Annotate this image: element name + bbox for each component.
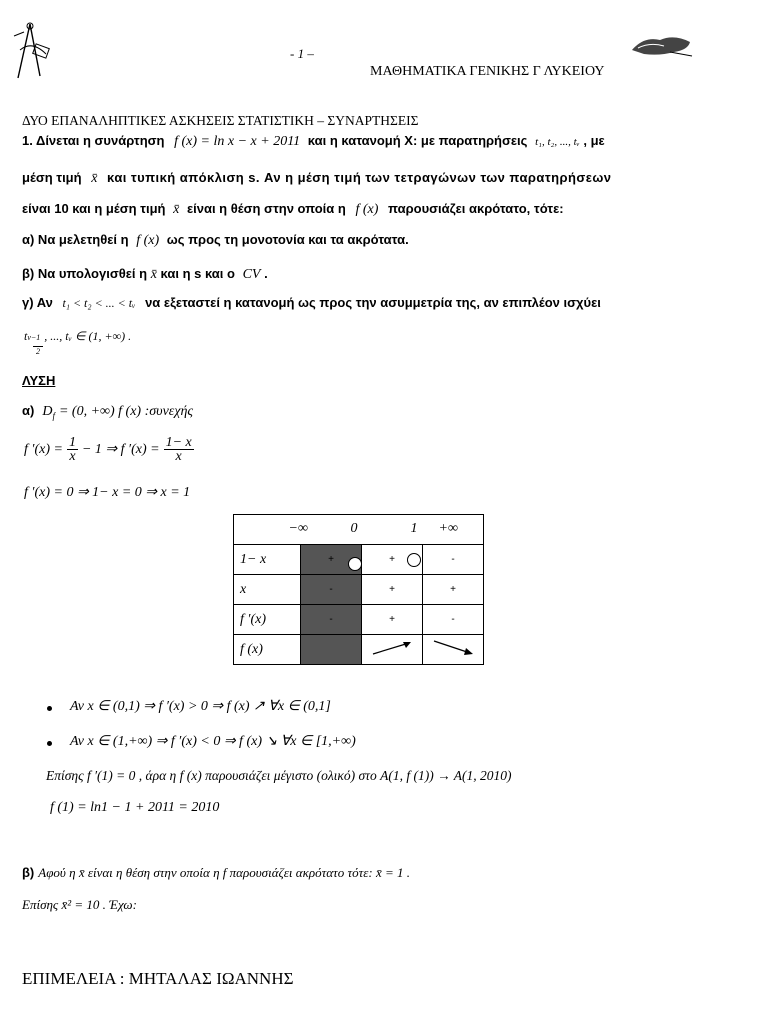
course-title: ΜΑΘΗΜΑΤΙΚΑ ΓΕΝΙΚΗΣ Γ ΛΥΚΕΙΟΥ <box>370 64 605 79</box>
footer-editor: ΕΠΙΜΕΛΕΙΑ : ΜΗΤΑΛΑΣ ΙΩΑΝΝΗΣ <box>22 969 294 988</box>
variation-table <box>233 514 484 665</box>
root-circle-icon <box>407 553 421 567</box>
compass-logo-icon <box>10 20 54 82</box>
page-number: - 1 – <box>290 46 314 61</box>
page-title: ΔΥΟ ΕΠΑΝΑΛΗΠΤΙΚΕΣ ΑΣΚΗΣΕΙΣ ΣΤΑΤΙΣΤΙΚΗ – ΣΥΝΑΡΤΗΣΕΙΣ <box>22 113 419 128</box>
table-row: x - + + <box>234 575 484 605</box>
f-of-one: f (1) = ln1 − 1 + 2011 = 2010 <box>50 800 220 815</box>
decreasing-arrow-icon <box>428 638 478 658</box>
solution-b-also: Επίσης x̄² = 10 . Έχω: <box>22 897 137 912</box>
question-c-subscript-denominator: 2 <box>33 346 43 356</box>
writing-hand-icon <box>630 28 694 58</box>
table-row: f (x) <box>234 635 484 665</box>
bullet-icon <box>47 706 52 711</box>
exercise-line-3: είναι 10 και η μέση τιμή x̄ είναι η θέση στην οποία η f (x) παρουσιάζει ακρότατο, τότε: <box>22 201 564 217</box>
maximum-statement: Επίσης f ′(1) = 0 , άρα η f (x) παρουσιάζει μέγιστο (ολικό) στο A(1, f (1)) → A(1, 2010) <box>46 768 512 783</box>
question-a: α) Να μελετηθεί η f (x) ως προς τη μονοτονία και τα ακρότατα. <box>22 232 409 248</box>
table-row: 1− x + + - <box>234 545 484 575</box>
derivative-equation: f ′(x) = $\frac{1}{x}$ − 1 ⇒ f ′(x) = $\frac{1- x}{x}$ <box>24 435 192 464</box>
root-circle-icon <box>348 557 362 571</box>
exercise-line-2: μέση τιμή x̄ και τυπική απόκλιση s. Αν η μέση τιμή των τετραγώνων των παρατηρήσεων <box>22 170 612 186</box>
bullet-increasing: Αν x ∈ (0,1) ⇒ f ′(x) > 0 ⇒ f (x) ↗ ∀x ∈ (0,1] <box>70 699 331 714</box>
zero-equation: f ′(x) = 0 ⇒ 1− x = 0 ⇒ x = 1 <box>24 485 191 500</box>
solution-b-line: β) Αφού η x̄ είναι η θέση στην οποία η f παρουσιάζει ακρότατο τότε: x̄ = 1 . <box>22 865 411 880</box>
bullet-decreasing: Αν x ∈ (1,+∞) ⇒ f ′(x) < 0 ⇒ f (x) ↘ ∀x ∈ [1,+∞) <box>70 734 356 749</box>
bullet-icon <box>47 741 52 746</box>
solution-heading: ΛΥΣΗ <box>22 373 56 388</box>
question-c-condition: tν−1 , ..., tᵥ ∈ (1, +∞) . <box>24 329 132 343</box>
increasing-arrow-icon <box>367 638 417 658</box>
solution-a-domain: α) $D_f = (0$, +∞) f (x) :συνεχής <box>22 403 194 422</box>
question-b: β) Να υπολογισθεί η x̄ και η s και ο CV . <box>22 266 268 282</box>
question-c: γ) Αν t₁ < t₂ < ... < tᵥ να εξεταστεί η κατανομή ως προς την ασυμμετρία της, αν επιπλέον ισχύει <box>22 295 601 310</box>
table-header-row: −∞ 0 1 +∞ <box>301 515 484 545</box>
exercise-line-1: 1. Δίνεται η συνάρτηση f (x) = ln x − x + 2011 και η κατανομή Χ: με παρατηρήσεις t₁, t₂, ..., tᵥ , με <box>22 133 605 149</box>
table-row: f ′(x) - + - <box>234 605 484 635</box>
